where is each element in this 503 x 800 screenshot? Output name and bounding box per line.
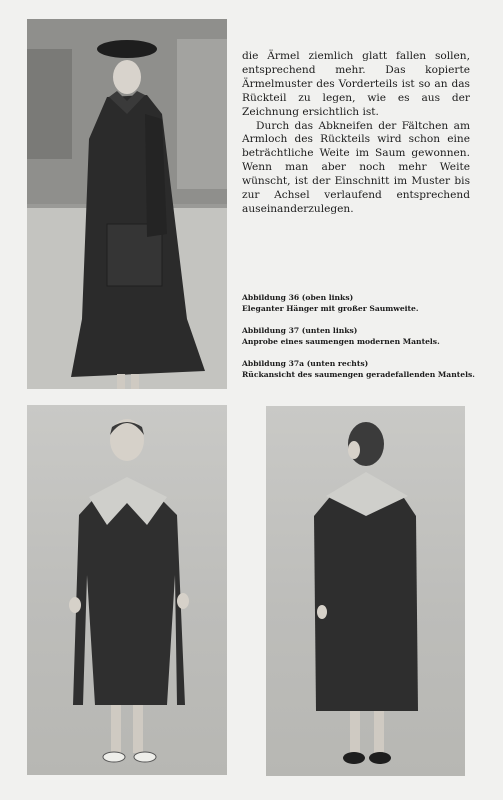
figure-captions xyxy=(242,293,475,392)
photo-abbildung-36 xyxy=(27,19,227,389)
caption-text: Eleganter Hänger mit großer Saumweite. xyxy=(242,303,419,313)
caption-abbildung-36 xyxy=(242,293,472,314)
caption-label: Abbildung 37 (unten links) xyxy=(242,326,358,335)
photo-abbildung-37 xyxy=(27,405,227,775)
caption-text: Anprobe eines saumengen modernen Mantels. xyxy=(242,336,440,346)
body-text xyxy=(242,50,470,217)
body-paragraph-1: die Ärmel ziemlich glatt fallen sollen, entsprechend mehr. Das kopierte Ärmelmuster des Vorderteils ist so an das Rückteil zu legen, wie es aus der Zeichnung ersichtlich ist. xyxy=(242,50,470,118)
caption-label: Abbildung 36 (oben links) xyxy=(242,293,354,302)
caption-text: Rückansicht des saumengen geradefallenden Mantels. xyxy=(242,369,475,379)
coat-front-view-image xyxy=(27,405,227,775)
woman-in-swing-coat-image xyxy=(27,19,227,389)
body-paragraph-2: Durch das Abkneifen der Fältchen am Armloch des Rückteils wird schon eine beträchtliche Weite im Saum gewonnen. Wenn man aber noch mehr Weite wünscht, ist der Einschnitt im Muster bis zur Achsel verlaufend entsprechend auseinanderzulegen. xyxy=(242,119,470,215)
coat-back-view-image xyxy=(266,406,465,776)
caption-abbildung-37 xyxy=(242,326,472,347)
photo-abbildung-37a xyxy=(266,406,465,776)
caption-abbildung-37a xyxy=(242,359,475,380)
caption-label: Abbildung 37a (unten rechts) xyxy=(242,359,369,368)
